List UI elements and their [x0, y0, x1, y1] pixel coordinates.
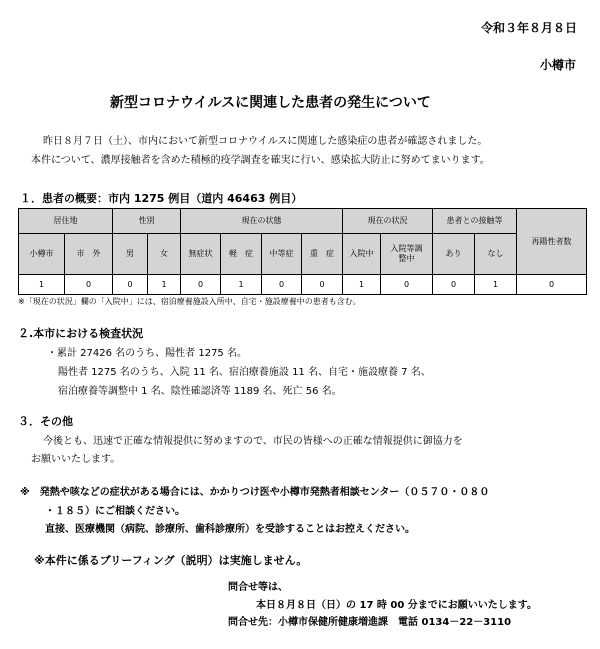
value-female: 1: [148, 275, 181, 295]
patient-table: [18, 208, 587, 295]
value-contact-yes: 0: [433, 275, 475, 295]
section2-heading: ２.本市における検査状況: [18, 327, 144, 340]
value-male: 0: [113, 275, 148, 295]
value-contact-no: 1: [475, 275, 517, 295]
section3-heading: ３．その他: [18, 415, 73, 428]
value-asymptomatic: 0: [181, 275, 221, 295]
page-title: 新型コロナウイルスに関連した患者の発生について: [110, 95, 431, 111]
header-date: 令和３年８月８日: [481, 21, 578, 35]
sub-adjusting: 入院等調整中: [381, 234, 433, 275]
value-adjusting: 0: [381, 275, 433, 295]
value-moderate: 0: [262, 275, 302, 295]
header-sex: 性別: [113, 209, 181, 234]
header-contact: 患者との接触等: [433, 209, 517, 234]
sub-mild: 軽 症: [221, 234, 262, 275]
sub-female: 女: [148, 234, 181, 275]
value-severe: 0: [302, 275, 343, 295]
notice-line-3: 直接、医療機関（病院、診療所、歯科診療所）を受診することはお控えください。: [45, 524, 415, 535]
sub-severe: 重 症: [302, 234, 343, 275]
value-repositive: 0: [517, 275, 587, 295]
contact-deadline: 本日８月８日（日）の 17 時 00 分までにお願いいたします。: [256, 600, 537, 611]
sub-male: 男: [113, 234, 148, 275]
header-org: 小樽市: [540, 58, 577, 72]
contact-intro: 問合せ等は、: [228, 582, 288, 593]
sub-asymptomatic: 無症状: [181, 234, 221, 275]
value-hospitalized: 1: [343, 275, 381, 295]
sub-otaru: 小樽市: [19, 234, 65, 275]
header-residence: 居住地: [19, 209, 113, 234]
contact-line: 問合せ先：小樽市保健所健康増進課 電話 0134－22－3110: [228, 617, 512, 628]
header-current-condition: 現在の状態: [181, 209, 343, 234]
header-repositive: 再陽性者数: [517, 209, 587, 275]
sub-hospitalized: 入院中: [343, 234, 381, 275]
section2-line-1: ・累計 27426 名のうち、陽性者 1275 名。: [47, 348, 247, 359]
value-outside: 0: [65, 275, 113, 295]
sub-moderate: 中等症: [262, 234, 302, 275]
intro-line-2: 本件について、濃厚接触者を含めた積極的疫学調査を確実に行い、感染拡大防止に努めてまいります。: [31, 155, 490, 166]
notice-line-2: ・１８５）にご相談ください。: [45, 506, 185, 517]
section1-heading: １．患者の概要：市内 1275 例目（道内 46463 例目）: [20, 192, 303, 205]
section2-line-2: 陽性者 1275 名のうち、入院 11 名、宿泊療養施設 11 名、自宅・施設療養 7 名、: [58, 367, 431, 378]
section2-line-3: 宿泊療養等調整中 1 名、陰性確認済等 1189 名、死亡 56 名。: [58, 386, 342, 397]
table-note: ※「現在の状況」欄の「入院中」には、宿泊療養施設入所中、自宅・施設療養中の患者も含む。: [18, 297, 361, 306]
sub-contact-yes: あり: [433, 234, 475, 275]
section3-line-2: お願いいたします。: [31, 454, 121, 465]
sub-contact-no: なし: [475, 234, 517, 275]
intro-line-1: 昨日８月７日（土）、市内において新型コロナウイルスに関連した感染症の患者が確認されました。: [43, 136, 488, 147]
briefing-note: ※本件に係るブリーフィング（説明）は実施しません。: [34, 554, 308, 567]
sub-outside: 市 外: [65, 234, 113, 275]
section3-line-1: 今後とも、迅速で正確な情報提供に努めますので、市民の皆様への正確な情報提供に御協力を: [43, 436, 463, 447]
header-current-status: 現在の状況: [343, 209, 433, 234]
notice-line-1: ※ 発熱や咳などの症状がある場合には、かかりつけ医や小樽市発熱者相談センター（０５７０・０８０: [20, 487, 490, 498]
value-mild: 1: [221, 275, 262, 295]
value-otaru: 1: [19, 275, 65, 295]
